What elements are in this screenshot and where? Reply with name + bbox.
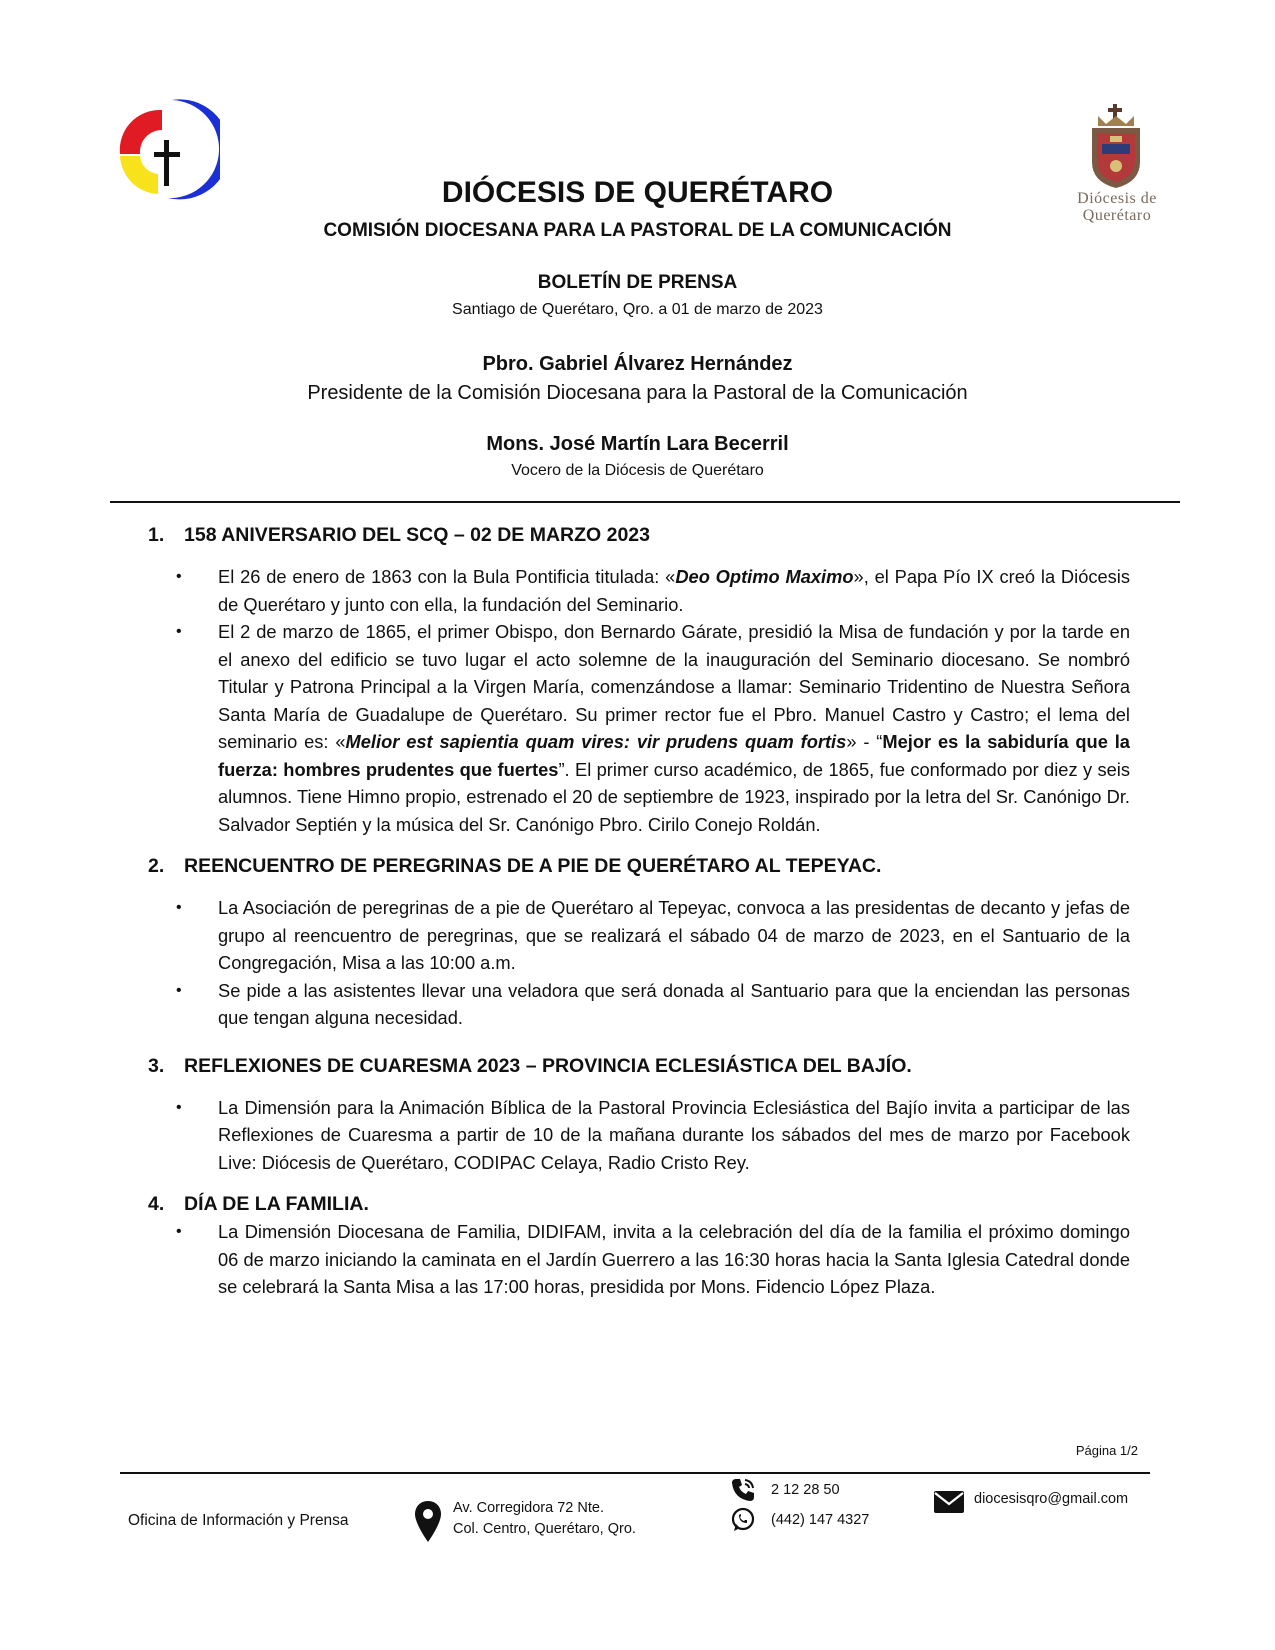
motto-latin: Melior est sapientia quam vires: vir prudens quam fortis (345, 731, 847, 752)
text-run: », el Papa Pío IX creó la Diócesis de Querétaro y junto con ella, la fundación del Seminario. (218, 566, 1131, 615)
commission-name: COMISIÓN DIOCESANA PARA LA PASTORAL DE LA COMUNICACIÓN (323, 220, 952, 241)
section-number: 1. (148, 524, 165, 546)
president-role: Presidente de la Comisión Diocesana para la Pastoral de la Comunicación (307, 382, 968, 404)
section-heading: 158 ANIVERSARIO DEL SCQ – 02 DE MARZO 2023 (184, 524, 650, 546)
logo-text-line1: Diócesis de (1077, 190, 1157, 207)
text-run: La Asociación de peregrinas de a pie de Querétaro al Tepeyac, convoca a las presidentas de decanto y jefas de grupo al reencuentro de peregrinas, que se realizará el sábado 04 de marzo de 2023, en el Santuario de la Congregación, Misa a las 10:00 a.m. (218, 897, 1130, 973)
president-name: Pbro. Gabriel Álvarez Hernández (482, 353, 793, 375)
section-lent-reflections (148, 1052, 1180, 1177)
section-heading: REENCUENTRO DE PEREGRINAS DE A PIE DE QUERÉTARO AL TEPEYAC. (184, 855, 882, 877)
section-pilgrims (148, 852, 1180, 1032)
list-item (148, 618, 1130, 838)
section-anniversary (148, 521, 1180, 838)
emphasis-text: Deo Optimo Maximo (675, 566, 854, 587)
section-heading: REFLEXIONES DE CUARESMA 2023 – PROVINCIA ECLESIÁSTICA DEL BAJÍO. (184, 1054, 912, 1077)
location-pin-icon (414, 1500, 442, 1544)
section-title (148, 521, 1180, 549)
text-run: La Dimensión para la Animación Bíblica de la Pastoral Provincia Eclesiástica del Bajío invita a participar de las Reflexiones de Cuaresma a partir de 10 de la mañana durante los sábados del mes de marzo por Facebook Live: Diócesis de Querétaro, CODIPAC Celaya, Radio Cristo Rey. (218, 1096, 1130, 1173)
phone-number: 2 12 28 50 (771, 1482, 840, 1498)
motto-spanish: Mejor es la sabiduría que la fuerza: hombres prudentes que fuertes (218, 731, 1130, 780)
footer-divider (120, 1472, 1150, 1474)
office-name: Oficina de Información y Prensa (128, 1512, 349, 1529)
page-number: Página 1/2 (1075, 1443, 1138, 1458)
whatsapp-icon (730, 1507, 756, 1533)
section-title (148, 852, 1180, 880)
spokesman-name: Mons. José Martín Lara Becerril (486, 433, 789, 455)
list-item (148, 1094, 1130, 1177)
text-run: La Dimensión Diocesana de Familia, DIDIFAM, invita a la celebración del día de la familia el próximo domingo 06 de marzo iniciando la caminata en el Jardín Guerrero a las 16:30 horas hacia la Santa Iglesia Catedral donde se celebrará la Santa Misa a las 17:00 horas, presidida por Mons. Fidencio López Plaza. (218, 1221, 1130, 1297)
section-number: 2. (148, 855, 165, 877)
logo-text-line2: Querétaro (1082, 207, 1152, 224)
list-item (148, 977, 1130, 1032)
address-line-1: Av. Corregidora 72 Nte. (453, 1500, 604, 1516)
envelope-icon (933, 1490, 965, 1514)
bullet-icon: • (176, 623, 182, 640)
text-run: » - “ (846, 731, 883, 752)
date-line: Santiago de Querétaro, Qro. a 01 de marzo de 2023 (452, 301, 823, 318)
bullet-icon: • (176, 1098, 182, 1116)
bullet-icon: • (176, 568, 182, 585)
section-title (148, 1052, 1180, 1080)
email-link[interactable]: diocesisqro@gmail.com (974, 1491, 1129, 1507)
text-run: El 26 de enero de 1863 con la Bula Pontificia titulada: « (218, 566, 676, 587)
text-run: El 2 de marzo de 1865, el primer Obispo, don Bernardo Gárate, presidió la Misa de fundación y por la tarde en el anexo del edificio se tuvo lugar el acto solemne de la inauguración del Seminario diocesano. Se nombró Titular y Patrona Principal a la Virgen María, comenzándose a llamar: Seminario Tridentino de Nuestra Señora Santa María de Guadalupe de Querétaro. Su primer rector fue el Pbro. Manuel Castro y Castro; el lema del seminario es: « (218, 621, 1130, 752)
bulletin-sections (148, 521, 1180, 1301)
section-family-day (148, 1190, 1180, 1301)
bullet-icon: • (176, 899, 182, 916)
header-divider (110, 501, 1180, 503)
list-item (148, 1218, 1130, 1301)
text-run: ”. El primer curso académico, de 1865, fue conformado por diez y seis alumnos. Tiene Himno propio, estrenado el 20 de septiembre de 1923, inspirado por la letra del Sr. Canónigo Dr. Salvador Septién y la música del Sr. Canónigo Pbro. Cirilo Conejo Roldán. (218, 758, 1130, 835)
phone-icon (730, 1477, 756, 1503)
bulletin-heading: BOLETÍN DE PRENSA (537, 272, 738, 293)
section-title (148, 1190, 1180, 1218)
section-number: 4. (148, 1193, 165, 1215)
list-item (148, 894, 1130, 977)
list-item (148, 563, 1130, 618)
address-line-2: Col. Centro, Querétaro, Qro. (453, 1521, 636, 1537)
bullet-icon: • (176, 981, 182, 999)
whatsapp-number: (442) 147 4327 (771, 1512, 870, 1528)
spokesman-role: Vocero de la Diócesis de Querétaro (511, 462, 764, 479)
text-run: Se pide a las asistentes llevar una veladora que será donada al Santuario para que la enciendan las personas que tengan alguna necesidad. (218, 979, 1130, 1028)
section-number: 3. (148, 1054, 165, 1077)
section-heading: DÍA DE LA FAMILIA. (184, 1193, 369, 1215)
bullet-icon: • (176, 1223, 182, 1240)
document-title: DIÓCESIS DE QUERÉTARO (441, 176, 834, 209)
